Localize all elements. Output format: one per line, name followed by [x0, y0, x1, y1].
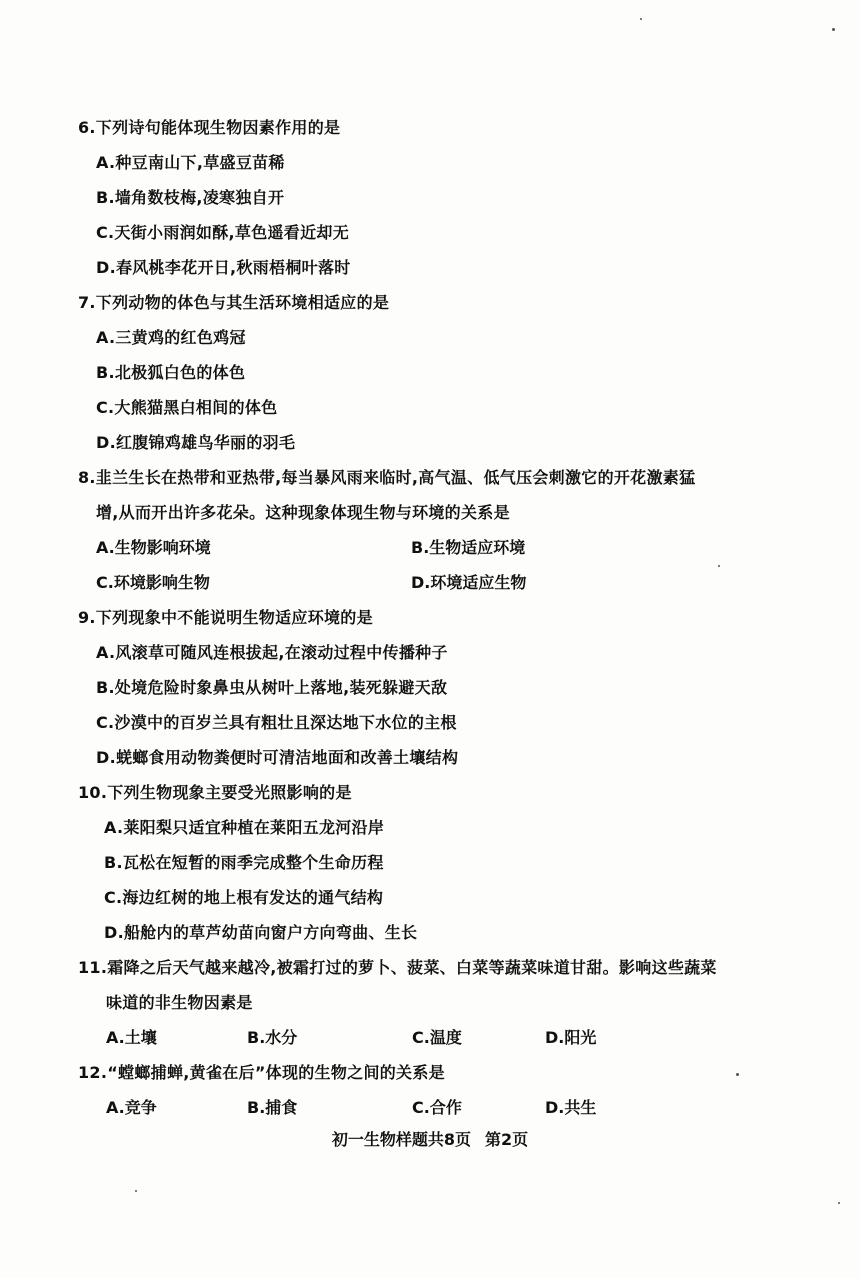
question-12-option-a: A.竞争 — [106, 1098, 157, 1117]
question-8-option-c: C.环境影响生物 — [96, 573, 210, 592]
question-11-option-a: A.土壤 — [106, 1028, 157, 1047]
footer-total-pages: 初一生物样题共8页 — [331, 1130, 471, 1149]
question-9-option-a: A.风滚草可随风连根拔起,在滚动过程中传播种子 — [96, 643, 448, 662]
footer-page-number: 第2页 — [485, 1130, 529, 1149]
question-8-stem-line-1: 8.韭兰生长在热带和亚热带,每当暴风雨来临时,高气温、低气压会刺激它的开花激素猛 — [78, 468, 696, 487]
scan-speck — [838, 1202, 840, 1204]
question-6-option-c: C.天街小雨润如酥,草色遥看近却无 — [96, 223, 349, 242]
question-6-option-d: D.春风桃李花开日,秋雨梧桐叶落时 — [96, 258, 351, 277]
question-7-stem: 7.下列动物的体色与其生活环境相适应的是 — [78, 293, 390, 312]
question-10-option-d: D.船舱内的草芦幼苗向窗户方向弯曲、生长 — [104, 923, 418, 942]
question-12-option-d: D.共生 — [545, 1098, 597, 1117]
question-10-option-c: C.海边红树的地上根有发达的通气结构 — [104, 888, 384, 907]
question-10-option-a: A.莱阳梨只适宜种植在莱阳五龙河沿岸 — [104, 818, 385, 837]
scan-speck — [832, 28, 835, 31]
question-9-stem: 9.下列现象中不能说明生物适应环境的是 — [78, 608, 373, 627]
question-11-option-c: C.温度 — [412, 1028, 462, 1047]
question-9-option-d: D.蜣螂食用动物粪便时可清洁地面和改善土壤结构 — [96, 748, 459, 767]
question-8-option-d: D.环境适应生物 — [411, 573, 527, 592]
question-9-option-c: C.沙漠中的百岁兰具有粗壮且深达地下水位的主根 — [96, 713, 457, 732]
question-10-option-b: B.瓦松在短暂的雨季完成整个生命历程 — [104, 853, 384, 872]
question-12-stem: 12.“螳螂捕蝉,黄雀在后”体现的生物之间的关系是 — [78, 1063, 445, 1082]
page-footer — [0, 1127, 860, 1150]
question-11-option-d: D.阳光 — [545, 1028, 597, 1047]
question-7-option-d: D.红腹锦鸡雄鸟华丽的羽毛 — [96, 433, 296, 452]
question-6-option-a: A.种豆南山下,草盛豆苗稀 — [96, 153, 285, 172]
question-8-option-b: B.生物适应环境 — [411, 538, 526, 557]
scan-speck — [718, 565, 720, 567]
question-11-stem-line-1: 11.霜降之后天气越来越冷,被霜打过的萝卜、菠菜、白菜等蔬菜味道甘甜。影响这些蔬菜 — [78, 958, 717, 977]
question-11-option-b: B.水分 — [247, 1028, 298, 1047]
scan-speck — [135, 1190, 137, 1192]
question-12-option-c: C.合作 — [412, 1098, 462, 1117]
question-7-option-a: A.三黄鸡的红色鸡冠 — [96, 328, 246, 347]
question-6-option-b: B.墙角数枝梅,凌寒独自开 — [96, 188, 285, 207]
question-12-option-b: B.捕食 — [247, 1098, 298, 1117]
question-8-option-a: A.生物影响环境 — [96, 538, 211, 557]
question-7-option-b: B.北极狐白色的体色 — [96, 363, 246, 382]
question-11-stem-line-2: 味道的非生物因素是 — [106, 993, 253, 1012]
question-8-stem-line-2: 增,从而开出许多花朵。这种现象体现生物与环境的关系是 — [96, 503, 510, 522]
question-6-stem: 6.下列诗句能体现生物因素作用的是 — [78, 118, 341, 137]
question-9-option-b: B.处境危险时象鼻虫从树叶上落地,装死躲避天敌 — [96, 678, 448, 697]
question-10-stem: 10.下列生物现象主要受光照影响的是 — [78, 783, 352, 802]
scan-speck — [736, 1073, 739, 1076]
scan-speck — [640, 18, 642, 20]
question-7-option-c: C.大熊猫黑白相间的体色 — [96, 398, 278, 417]
